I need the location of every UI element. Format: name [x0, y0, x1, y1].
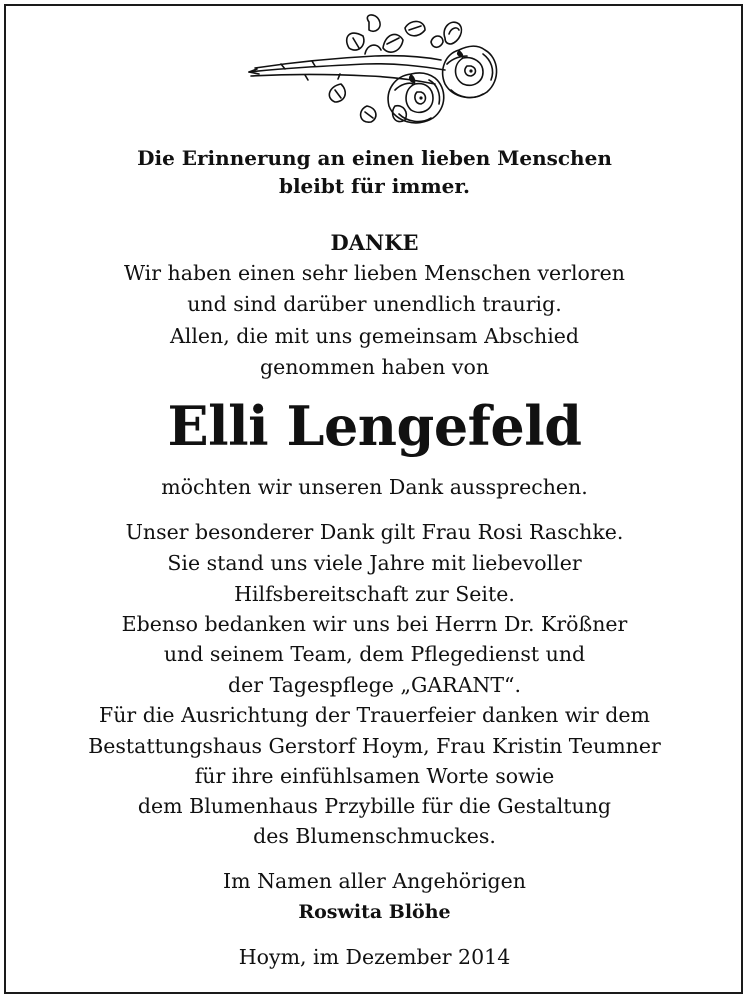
special-thanks-line-1: Unser besonderer Dank gilt Frau Rosi Raschke. [125, 520, 624, 544]
special-thanks-line-7: Für die Ausrichtung der Trauerfeier danken wir dem [99, 703, 650, 727]
special-thanks-line-5: und seinem Team, dem Pflegedienst und [163, 642, 586, 666]
intro-line-2: und sind darüber unendlich traurig. [187, 292, 562, 316]
special-thanks-line-8: Bestattungshaus Gerstorf Hoym, Frau Kristin Teumner [88, 734, 661, 758]
special-thanks-line-6: der Tagespflege „GARANT“. [228, 673, 521, 697]
special-thanks-line-2: Sie stand uns viele Jahre mit liebevoller [167, 551, 582, 575]
signer-name: Roswita Blöhe [298, 901, 451, 923]
intro-line-3: Allen, die mit uns gemeinsam Abschied [169, 324, 580, 348]
intro-line-1: Wir haben einen sehr lieben Menschen verloren [123, 261, 626, 285]
intro-line-4: genommen haben von [259, 355, 490, 379]
signoff-intro: Im Namen aller Angehörigen [223, 869, 526, 893]
heading-danke: DANKE [330, 230, 419, 255]
special-thanks-line-11: des Blumenschmuckes. [253, 824, 496, 848]
motto-line-1: Die Erinnerung an einen lieben Menschen [137, 146, 612, 170]
motto-line-2: bleibt für immer. [278, 174, 471, 198]
place-date: Hoym, im Dezember 2014 [238, 945, 511, 969]
special-thanks-line-3: Hilfsbereitschaft zur Seite. [234, 582, 515, 606]
thanks-line: möchten wir unseren Dank aussprechen. [161, 475, 588, 499]
special-thanks-line-4: Ebenso bedanken wir uns bei Herrn Dr. Krößner [121, 612, 628, 636]
roses-icon [245, 14, 507, 136]
deceased-name: Elli Lengefeld [167, 394, 582, 458]
special-thanks-line-10: dem Blumenhaus Przybille für die Gestaltung [137, 794, 612, 818]
special-thanks-line-9: für ihre einfühlsamen Worte sowie [194, 764, 555, 788]
